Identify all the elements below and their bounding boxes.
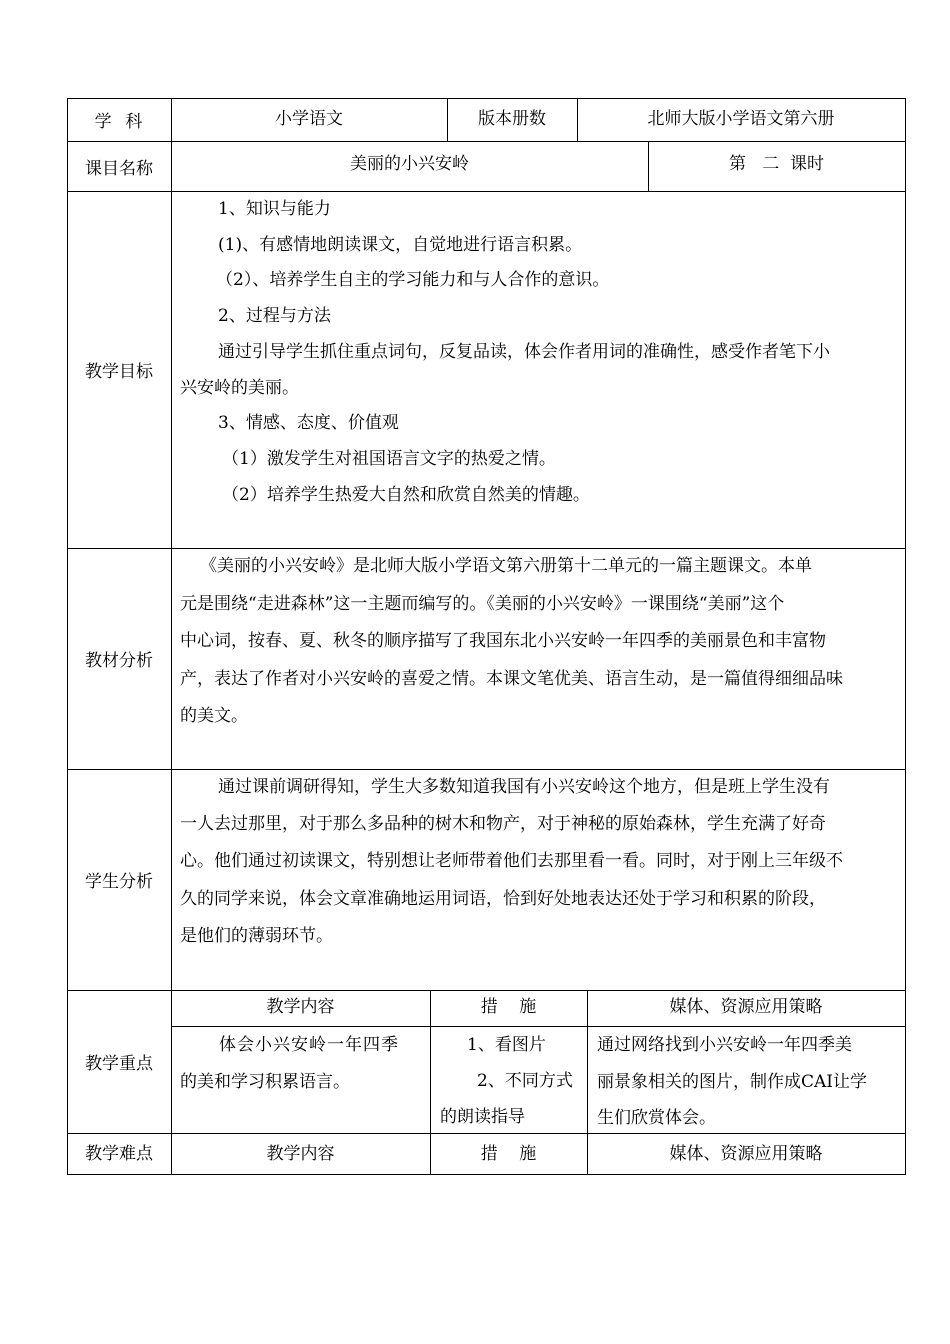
key-points-measures-line: 1、看图片 [467, 1035, 546, 1055]
lesson-name-label: 课目名称 [85, 158, 153, 179]
subject-label: 学 科 [94, 112, 144, 132]
table-border-bottom [67, 1174, 906, 1175]
key-points-measures-line: 的朗读指导 [440, 1107, 525, 1127]
objectives-line: （1）激发学生对祖国语言文字的热爱之情。 [222, 449, 556, 469]
edition-label: 版本册数 [478, 108, 546, 129]
objectives-line: 通过引导学生抓住重点词句，反复品读，体会作者用词的准确性，感受作者笔下小 [218, 342, 830, 362]
table-row-divider [67, 769, 906, 770]
students-line: 通过课前调研得知，学生大多数知道我国有小兴安岭这个地方，但是班上学生没有 [218, 777, 830, 797]
key-points-header-content: 教学内容 [266, 996, 335, 1017]
objectives-label: 教学目标 [85, 362, 153, 382]
lesson-name-value: 美丽的小兴安岭 [350, 153, 469, 174]
key-points-label: 教学重点 [85, 1054, 153, 1074]
student-analysis-label: 学生分析 [85, 872, 153, 892]
objectives-line: 1、知识与能力 [218, 199, 331, 219]
material-line: 的美文。 [180, 706, 248, 726]
objectives-line: （2）、培养学生自主的学习能力和与人合作的意识。 [216, 270, 610, 290]
edition-value: 北师大版小学语文第六册 [647, 108, 835, 129]
table-row-divider [67, 191, 906, 192]
lesson-period: 第 二 课时 [728, 153, 825, 174]
objectives-line: 3、情感、态度、价值观 [218, 413, 399, 433]
material-analysis-label: 教材分析 [85, 651, 153, 671]
key-points-media-line: 生们欣赏体会。 [597, 1108, 716, 1128]
students-line: 久的同学来说，体会文章准确地运用词语，恰到好处地表达还处于学习和积累的阶段， [180, 889, 826, 909]
students-line: 是他们的薄弱环节。 [180, 926, 333, 946]
table-border-right [905, 98, 906, 1175]
table-row-divider [171, 1026, 906, 1027]
difficulties-header-media: 媒体、资源应用策略 [669, 1144, 823, 1164]
difficulties-header-content: 教学内容 [266, 1144, 335, 1164]
key-points-measures-line: 2、不同方式 [477, 1071, 573, 1091]
key-points-header-measures: 措 施 [480, 996, 537, 1017]
difficulties-label: 教学难点 [85, 1144, 153, 1164]
key-points-media-line: 丽景象相关的图片，制作成CAI让学 [597, 1072, 867, 1092]
table-row-divider [67, 548, 906, 549]
material-line: 产，表达了作者对小兴安岭的喜爱之情。本课文笔优美、语言生动，是一篇值得细细品味 [180, 669, 843, 689]
objectives-line: (1)、有感情地朗读课文，自觉地进行语言积累。 [218, 235, 583, 255]
key-points-content-line: 体会小兴安岭一年四季 [219, 1035, 399, 1055]
material-line: 《美丽的小兴安岭》是北师大版小学语文第六册第十二单元的一篇主题课文。本单 [200, 556, 812, 576]
key-points-content-line: 的美和学习积累语言。 [180, 1072, 350, 1092]
key-points-header-media: 媒体、资源应用策略 [669, 996, 823, 1017]
students-line: 心。他们通过初读课文，特别想让老师带着他们去那里看一看。同时，对于刚上三年级不 [180, 851, 843, 871]
objectives-line: （2）培养学生热爱大自然和欣赏自然美的情趣。 [222, 485, 590, 505]
material-line: 中心词，按春、夏、秋冬的顺序描写了我国东北小兴安岭一年四季的美丽景色和丰富物 [180, 631, 826, 651]
material-line: 元是围绕“走进森林”这一主题而编写的。《美丽的小兴安岭》一课围绕“美丽”这个 [180, 594, 785, 614]
students-line: 一人去过那里，对于那么多品种的树木和物产，对于神秘的原始森林，学生充满了好奇 [180, 814, 826, 834]
objectives-line: 2、过程与方法 [218, 306, 331, 326]
difficulties-header-measures: 措 施 [480, 1144, 537, 1164]
key-points-media-line: 通过网络找到小兴安岭一年四季美 [597, 1035, 852, 1055]
subject-value: 小学语文 [275, 108, 343, 129]
objectives-line: 兴安岭的美丽。 [180, 378, 299, 398]
